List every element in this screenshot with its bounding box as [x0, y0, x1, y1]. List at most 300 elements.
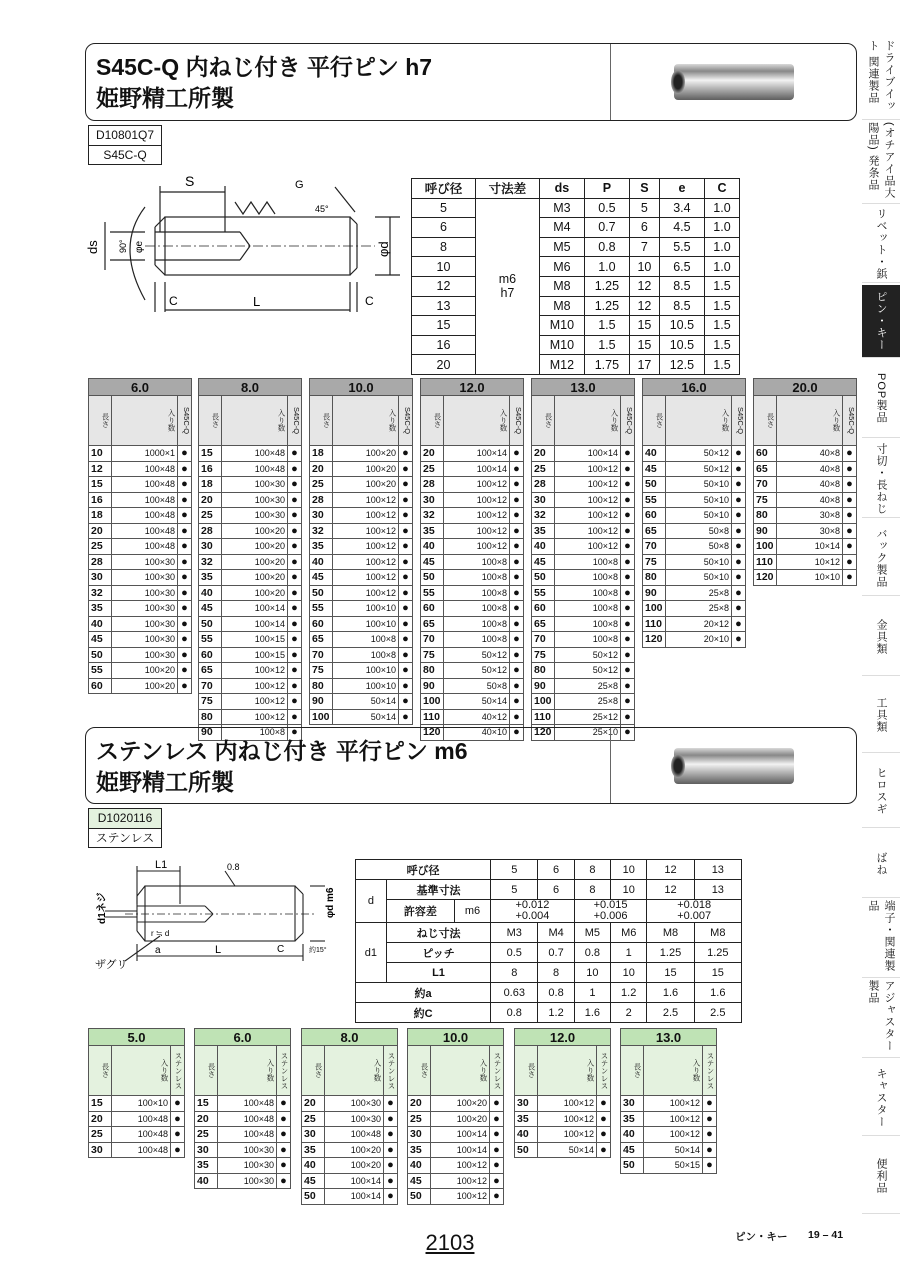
table-row [532, 709, 635, 725]
qty-cell: 100×30 [112, 601, 178, 617]
sidebar-tab[interactable]: 寸切・長ねじ [862, 440, 900, 518]
sidebar-tab[interactable]: ヒロスギ [862, 755, 900, 828]
stock-dot-icon: ● [277, 1111, 291, 1127]
length-cell: 35 [532, 523, 555, 539]
table-row [199, 446, 302, 462]
length-cell: 40 [643, 446, 666, 462]
length-cell: 45 [310, 570, 333, 586]
qty-cell: 100×48 [218, 1111, 277, 1127]
length-cell: 28 [532, 477, 555, 493]
spec2-cell: 6 [538, 880, 574, 900]
stock-dot-icon: ● [732, 508, 746, 524]
table-row [89, 1142, 185, 1158]
spec2-row [356, 1003, 742, 1023]
stock-dot-icon: ● [399, 554, 413, 570]
size-table-header [621, 1029, 717, 1046]
spec2-row [356, 923, 742, 943]
length-cell: 50 [421, 570, 444, 586]
stock-dot-icon: ● [732, 523, 746, 539]
stock-dot-icon: ● [510, 616, 524, 632]
stock-dot-icon: ● [288, 678, 302, 694]
length-cell: 55 [89, 663, 112, 679]
section2-diagram [85, 856, 350, 971]
table-row [408, 1111, 504, 1127]
col-qty-label: 入り数 [555, 396, 621, 446]
stock-dot-icon: ● [288, 539, 302, 555]
qty-cell: 100×30 [112, 647, 178, 663]
table-row [199, 632, 302, 648]
length-cell: 60 [310, 616, 333, 632]
table-row [199, 663, 302, 679]
sidebar-tab[interactable]: 金具類 [862, 598, 900, 676]
stock-dot-icon: ● [703, 1142, 717, 1158]
spec2-cell: 8 [574, 880, 610, 900]
length-cell: 30 [199, 539, 222, 555]
qty-cell: 100×12 [538, 1096, 597, 1112]
length-cell: 20 [532, 446, 555, 462]
size-label: 16.0 [643, 379, 746, 396]
stock-dot-icon: ● [621, 585, 635, 601]
spec2-cell: +0.018 +0.007 [647, 900, 742, 923]
stock-dot-icon: ● [288, 461, 302, 477]
spec1-cell: 15 [412, 316, 476, 336]
qty-cell: 10×10 [777, 570, 843, 586]
length-cell: 35 [89, 601, 112, 617]
spec1-cell: 8 [412, 237, 476, 257]
table-row [310, 632, 413, 648]
section2-codebox [88, 808, 162, 848]
size-table-header [302, 1029, 398, 1046]
qty-cell: 100×8 [444, 585, 510, 601]
spec1-header-cell: ds [539, 179, 584, 199]
stock-dot-icon: ● [384, 1111, 398, 1127]
length-cell: 35 [621, 1111, 644, 1127]
size-table-subheader [89, 396, 192, 446]
table-row [421, 709, 524, 725]
qty-cell: 100×20 [431, 1096, 490, 1112]
length-cell: 40 [89, 616, 112, 632]
length-cell: 75 [310, 663, 333, 679]
table-row [532, 446, 635, 462]
table-row [754, 446, 857, 462]
length-cell: 40 [408, 1158, 431, 1174]
qty-cell: 50×8 [666, 539, 732, 555]
table-row [532, 477, 635, 493]
qty-cell: 100×8 [555, 585, 621, 601]
length-cell: 50 [643, 477, 666, 493]
qty-cell: 25×8 [555, 694, 621, 710]
col-material-label: ステンレス [277, 1046, 291, 1096]
qty-cell: 100×14 [222, 616, 288, 632]
sidebar-tab[interactable]: POP製品 [862, 360, 900, 438]
table-row [754, 492, 857, 508]
spec1-cell: 5 [412, 198, 476, 218]
length-cell: 60 [532, 601, 555, 617]
table-row [408, 1158, 504, 1174]
spec1-cell: 20 [412, 355, 476, 375]
length-cell: 60 [754, 446, 777, 462]
page-number: 2103 [425, 1230, 475, 1255]
footer-category: ピン・キー [735, 1231, 788, 1243]
stock-dot-icon: ● [399, 477, 413, 493]
qty-cell: 100×30 [222, 477, 288, 493]
qty-cell: 100×12 [222, 663, 288, 679]
spec-table-2 [355, 859, 742, 1023]
qty-cell: 1000×1 [112, 446, 178, 462]
length-cell: 20 [310, 461, 333, 477]
length-cell: 90 [532, 678, 555, 694]
table-row [754, 508, 857, 524]
stock-dot-icon: ● [510, 539, 524, 555]
qty-cell: 50×12 [666, 446, 732, 462]
col-length-label: 長さ [302, 1046, 325, 1096]
sidebar-tab[interactable]: ばね [862, 830, 900, 898]
section2-title [86, 728, 611, 803]
table-row [515, 1127, 611, 1143]
length-cell: 80 [421, 663, 444, 679]
stock-dot-icon: ● [490, 1142, 504, 1158]
length-cell: 55 [532, 585, 555, 601]
qty-cell: 100×20 [431, 1111, 490, 1127]
table-row [421, 694, 524, 710]
stock-dot-icon: ● [621, 694, 635, 710]
length-cell: 75 [421, 647, 444, 663]
qty-cell: 50×12 [444, 663, 510, 679]
length-cell: 25 [310, 477, 333, 493]
qty-cell: 100×20 [325, 1142, 384, 1158]
qty-cell: 100×48 [112, 492, 178, 508]
length-cell: 10 [89, 446, 112, 462]
spec2-cell: 2.5 [694, 1003, 741, 1023]
dim2-l1: L1 [155, 859, 168, 871]
table-row [310, 647, 413, 663]
section1-material: S45C-Q [89, 145, 161, 164]
col-qty-label: 入り数 [222, 396, 288, 446]
qty-cell: 100×12 [431, 1158, 490, 1174]
length-cell: 120 [754, 570, 777, 586]
qty-cell: 40×8 [777, 477, 843, 493]
table-row [302, 1096, 398, 1112]
stock-dot-icon: ● [621, 492, 635, 508]
stock-dot-icon: ● [490, 1127, 504, 1143]
qty-cell: 100×48 [112, 477, 178, 493]
sidebar-tab[interactable]: 端子・関連製品 [862, 900, 900, 978]
length-cell: 50 [532, 570, 555, 586]
stock-dot-icon: ● [510, 477, 524, 493]
qty-cell: 100×8 [444, 601, 510, 617]
size-label: 5.0 [89, 1029, 185, 1046]
table-row [199, 694, 302, 710]
spec2-row [356, 900, 742, 923]
qty-cell: 100×30 [325, 1096, 384, 1112]
length-cell: 50 [515, 1142, 538, 1158]
spec2-cell: 基準寸法 [386, 880, 490, 900]
size-label: 20.0 [754, 379, 857, 396]
sidebar-tab[interactable]: キャスター [862, 1060, 900, 1136]
qty-cell: 100×30 [112, 632, 178, 648]
stock-dot-icon: ● [621, 663, 635, 679]
stock-dot-icon: ● [399, 663, 413, 679]
table-row [199, 477, 302, 493]
qty-cell: 50×14 [444, 694, 510, 710]
table-row [310, 446, 413, 462]
length-cell: 15 [89, 1096, 112, 1112]
stock-dot-icon: ● [178, 585, 192, 601]
col-material-label: S45C-Q [178, 396, 192, 446]
qty-cell: 30×8 [777, 508, 843, 524]
length-cell: 120 [421, 725, 444, 741]
spec2-cell: 0.5 [491, 943, 538, 963]
spec1-cell: M8 [539, 296, 584, 316]
size-table-subheader [515, 1046, 611, 1096]
qty-cell: 100×48 [218, 1096, 277, 1112]
dim-g: G [295, 179, 304, 191]
size-label: 8.0 [302, 1029, 398, 1046]
spec2-cell: M8 [647, 923, 694, 943]
table-row [621, 1142, 717, 1158]
col-material-label: S45C-Q [843, 396, 857, 446]
qty-cell: 100×48 [325, 1127, 384, 1143]
qty-cell: 40×8 [777, 492, 843, 508]
stock-dot-icon: ● [178, 492, 192, 508]
qty-cell: 100×12 [644, 1111, 703, 1127]
length-cell: 110 [421, 709, 444, 725]
stock-dot-icon: ● [171, 1111, 185, 1127]
stock-dot-icon: ● [277, 1173, 291, 1189]
stock-dot-icon: ● [399, 446, 413, 462]
table-row [199, 461, 302, 477]
table-row [302, 1142, 398, 1158]
dim2-r: 0.8 [227, 862, 240, 872]
length-cell: 25 [302, 1111, 325, 1127]
length-cell: 40 [515, 1127, 538, 1143]
stock-dot-icon: ● [843, 446, 857, 462]
length-cell: 30 [621, 1096, 644, 1112]
qty-cell: 100×12 [444, 477, 510, 493]
spec1-cell: 10 [412, 257, 476, 277]
table-row [310, 508, 413, 524]
qty-cell: 100×48 [112, 508, 178, 524]
stock-dot-icon: ● [621, 725, 635, 741]
table-row [199, 616, 302, 632]
table-row [310, 570, 413, 586]
spec1-cell: 8.5 [659, 276, 704, 296]
spec2-cell: 1 [574, 983, 610, 1003]
length-cell: 110 [532, 709, 555, 725]
size-table-subheader [754, 396, 857, 446]
col-material-label: S45C-Q [399, 396, 413, 446]
qty-cell: 50×8 [444, 678, 510, 694]
table-row [89, 492, 192, 508]
table-row [310, 678, 413, 694]
table-row [310, 554, 413, 570]
qty-cell: 100×48 [112, 1127, 171, 1143]
qty-cell: 100×12 [555, 492, 621, 508]
length-cell: 90 [199, 725, 222, 741]
spec2-cell: 8 [538, 963, 574, 983]
spec2-cell: ねじ寸法 [386, 923, 490, 943]
spec-table-1 [411, 178, 740, 375]
length-cell: 45 [532, 554, 555, 570]
spec1-header-cell: C [704, 179, 739, 199]
stock-dot-icon: ● [399, 461, 413, 477]
table-row [754, 570, 857, 586]
table-row [621, 1096, 717, 1112]
table-row [421, 601, 524, 617]
size-table [309, 378, 413, 725]
sidebar-tab[interactable]: バック製品 [862, 520, 900, 596]
stock-dot-icon: ● [399, 647, 413, 663]
size-table [514, 1028, 611, 1158]
qty-cell: 100×8 [444, 570, 510, 586]
table-row [643, 616, 746, 632]
spec1-cell: 1.0 [704, 198, 739, 218]
length-cell: 18 [89, 508, 112, 524]
length-cell: 65 [532, 616, 555, 632]
length-cell: 32 [421, 508, 444, 524]
spec1-cell: M3 [539, 198, 584, 218]
qty-cell: 100×14 [222, 601, 288, 617]
length-cell: 50 [408, 1189, 431, 1205]
spec1-cell: 16 [412, 335, 476, 355]
col-length-label: 長さ [532, 396, 555, 446]
spec1-cell: 0.5 [584, 198, 629, 218]
stock-dot-icon: ● [171, 1142, 185, 1158]
qty-cell: 100×10 [333, 601, 399, 617]
length-cell: 65 [199, 663, 222, 679]
qty-cell: 30×8 [777, 523, 843, 539]
dim-phi-d: φd [376, 241, 391, 257]
spec1-cell: M10 [539, 316, 584, 336]
length-cell: 45 [199, 601, 222, 617]
length-cell: 25 [89, 1127, 112, 1143]
sidebar-tab[interactable]: 工具類 [862, 678, 900, 753]
qty-cell: 100×8 [222, 725, 288, 741]
spec1-row [412, 276, 740, 296]
qty-cell: 100×14 [555, 446, 621, 462]
table-row [515, 1142, 611, 1158]
table-row [532, 616, 635, 632]
spec1-cell: 6 [412, 218, 476, 238]
qty-cell: 100×12 [538, 1127, 597, 1143]
spec1-cell: 12 [412, 276, 476, 296]
table-row [408, 1173, 504, 1189]
stock-dot-icon: ● [621, 601, 635, 617]
section2-code: D1020116 [89, 809, 161, 828]
size-label: 10.0 [408, 1029, 504, 1046]
sidebar-tab[interactable]: アジャスター製品 [862, 980, 900, 1058]
spec1-tol-m6: m6 [498, 272, 517, 287]
stock-dot-icon: ● [732, 616, 746, 632]
length-cell: 60 [643, 508, 666, 524]
spec2-cell: 許容差 [386, 900, 454, 923]
table-row [532, 601, 635, 617]
size-label: 13.0 [621, 1029, 717, 1046]
qty-cell: 100×14 [325, 1189, 384, 1205]
spec2-cell: 10 [574, 963, 610, 983]
qty-cell: 100×14 [444, 461, 510, 477]
stock-dot-icon: ● [510, 725, 524, 741]
dim2-c: C [277, 944, 285, 955]
sidebar-tab[interactable]: リベット・鋲 [862, 205, 900, 283]
stock-dot-icon: ● [510, 508, 524, 524]
stock-dot-icon: ● [621, 632, 635, 648]
sidebar-tab[interactable]: 便利品 [862, 1138, 900, 1214]
table-row [643, 461, 746, 477]
stock-dot-icon: ● [843, 492, 857, 508]
length-cell: 70 [421, 632, 444, 648]
table-row [643, 492, 746, 508]
stock-dot-icon: ● [399, 709, 413, 725]
stock-dot-icon: ● [399, 523, 413, 539]
col-qty-label: 入り数 [644, 1046, 703, 1096]
sidebar-tab[interactable]: (オチアイ品大陽品) 発条品 [862, 122, 900, 204]
table-row [195, 1096, 291, 1112]
stock-dot-icon: ● [510, 663, 524, 679]
stock-dot-icon: ● [288, 570, 302, 586]
qty-cell: 50×14 [333, 709, 399, 725]
stock-dot-icon: ● [178, 647, 192, 663]
stock-dot-icon: ● [384, 1158, 398, 1174]
table-row [310, 663, 413, 679]
stock-dot-icon: ● [399, 632, 413, 648]
stock-dot-icon: ● [399, 678, 413, 694]
spec2-cell: 5 [491, 880, 538, 900]
table-row [408, 1189, 504, 1205]
size-table-subheader [199, 396, 302, 446]
section1-codebox [88, 125, 162, 165]
spec2-cell: m6 [454, 900, 490, 923]
qty-cell: 100×30 [222, 508, 288, 524]
qty-cell: 100×8 [444, 632, 510, 648]
footer-page-ref: 19 – 41 [808, 1229, 844, 1241]
qty-cell: 100×14 [325, 1173, 384, 1189]
size-table [642, 378, 746, 648]
spec2-cell: M6 [611, 923, 647, 943]
stock-dot-icon: ● [843, 554, 857, 570]
col-material-label: S45C-Q [510, 396, 524, 446]
qty-cell: 100×8 [444, 554, 510, 570]
stock-dot-icon: ● [843, 461, 857, 477]
spec1-cell: 1.5 [704, 276, 739, 296]
length-cell: 90 [310, 694, 333, 710]
qty-cell: 100×12 [222, 694, 288, 710]
length-cell: 28 [89, 554, 112, 570]
length-cell: 100 [643, 601, 666, 617]
length-cell: 12 [89, 461, 112, 477]
sidebar-tab[interactable]: ピン・キー [862, 285, 900, 358]
qty-cell: 40×10 [444, 725, 510, 741]
size-table-subheader [302, 1046, 398, 1096]
qty-cell: 100×20 [333, 461, 399, 477]
size-table [753, 378, 857, 586]
stock-dot-icon: ● [703, 1096, 717, 1112]
qty-cell: 10×14 [777, 539, 843, 555]
length-cell: 45 [621, 1142, 644, 1158]
table-row [310, 601, 413, 617]
col-material-label: ステンレス [597, 1046, 611, 1096]
spec1-row [412, 218, 740, 238]
stock-dot-icon: ● [178, 508, 192, 524]
size-table [301, 1028, 398, 1205]
size-table-header [195, 1029, 291, 1046]
stock-dot-icon: ● [178, 523, 192, 539]
size-table-header [199, 379, 302, 396]
col-qty-label: 入り数 [112, 1046, 171, 1096]
stock-dot-icon: ● [399, 492, 413, 508]
length-cell: 25 [89, 539, 112, 555]
sidebar-tab[interactable]: ドライブイット 関連製品 [862, 40, 900, 120]
